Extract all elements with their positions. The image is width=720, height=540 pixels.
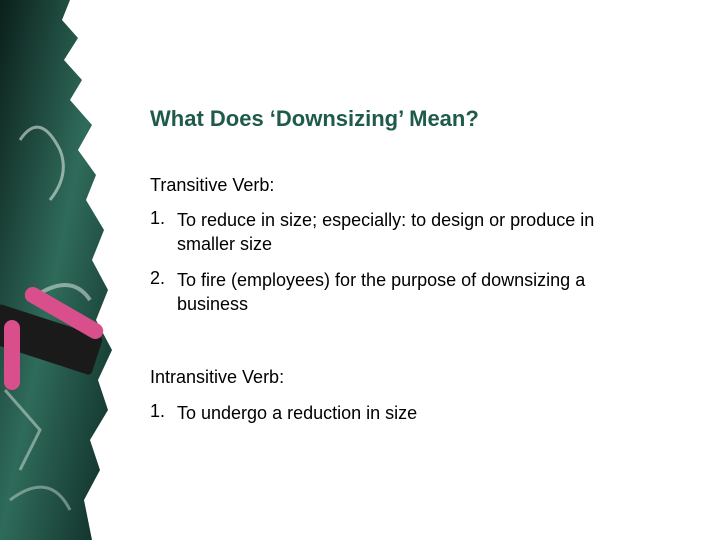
list-item-text: To reduce in size; especially: to design or produce in smaller size (177, 210, 595, 254)
slide-content (150, 0, 710, 540)
chalkboard-decoration (0, 0, 150, 540)
list-item-number: 2. (150, 268, 166, 288)
section-heading-transitive: Transitive Verb: (150, 175, 275, 195)
list-item-text: To fire (employees) for the purpose of downsizing a business (177, 270, 586, 314)
list-item-number: 1. (150, 208, 166, 228)
slide-title: What Does ‘Downsizing’ Mean? (150, 106, 479, 131)
list-item-number: 1. (150, 401, 166, 421)
section-heading-intransitive: Intransitive Verb: (150, 367, 285, 387)
list-item-text: To undergo a reduction in size (177, 403, 418, 423)
